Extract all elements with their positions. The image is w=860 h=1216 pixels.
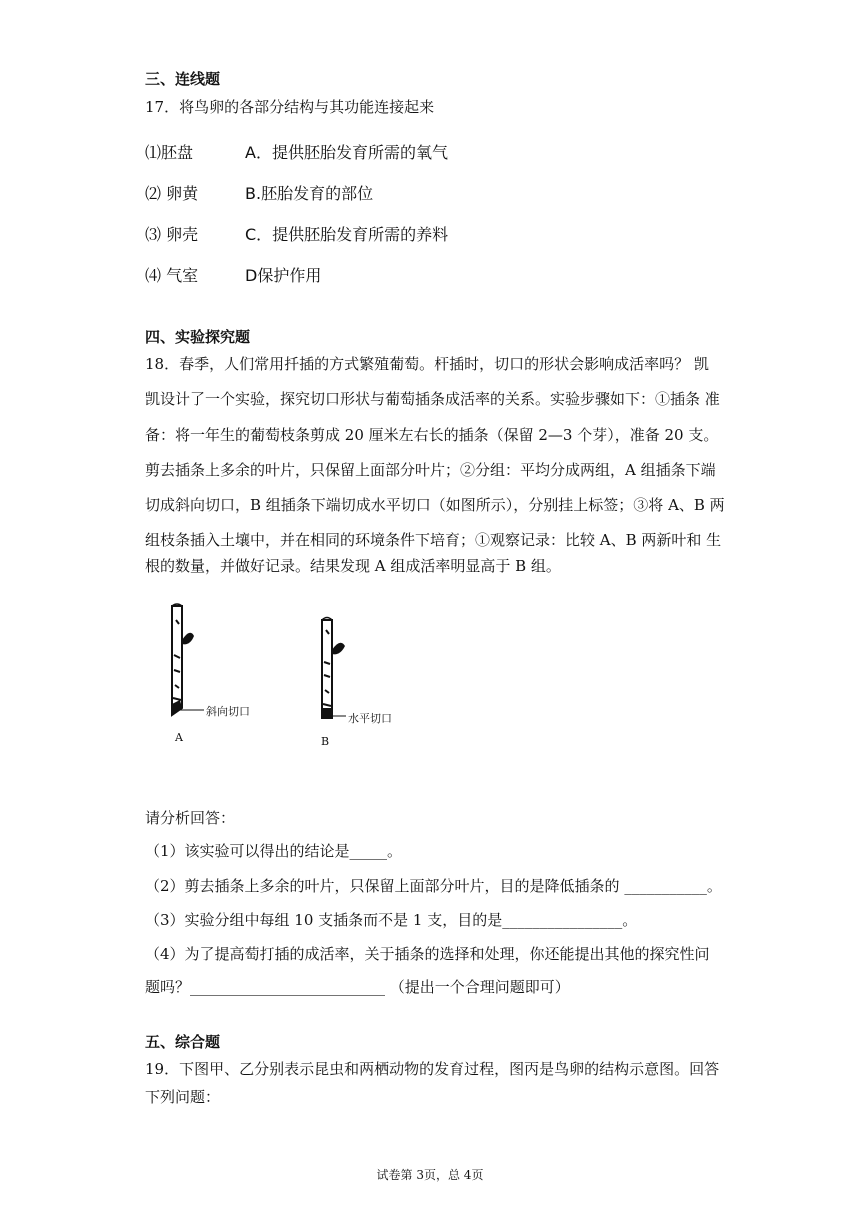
- match-right-c: C．提供胚胎发育所需的养料: [245, 225, 449, 244]
- cutting-b-letter: B: [321, 735, 330, 748]
- cutting-b-label: 水平切口: [348, 712, 392, 725]
- question-18-line-6: 组枝条插入土壤中，并在相同的环境条件下培育；①观察记录：比较 A、B 两新叶和 生: [145, 531, 722, 549]
- question-19-line-1: 19．下图甲、乙分别表示昆虫和两栖动物的发育过程，图丙是鸟卵的结构示意图。回答: [145, 1060, 720, 1078]
- question-18-line-5: 切成斜向切口，B 组插条下端切成水平切口（如图所示），分别挂上标签；③将 A、B 两: [145, 496, 725, 514]
- sub-question-1: （1）该实验可以得出的结论是_____。: [145, 842, 403, 860]
- question-18-line-7: 根的数量，并做好记录。结果发现 A 组成活率明显高于 B 组。: [145, 557, 561, 575]
- section-4-heading: 四、实验探究题: [145, 328, 251, 346]
- question-18-line-2: 凯设计了一个实验，探究切口形状与葡萄插条成活率的关系。实验步骤如下：①插条 准: [145, 390, 720, 408]
- sub-question-4-line-1: （4）为了提高萄打插的成活率，关于插条的选择和处理，你还能提出其他的探究性问: [145, 945, 710, 963]
- section-5-heading: 五、综合题: [145, 1033, 221, 1051]
- analysis-prompt: 请分析回答：: [145, 809, 236, 827]
- question-18-line-1: 18．春季，人们常用扦插的方式繁殖葡萄。杆插时，切口的形状会影响成活率吗？ 凯: [145, 355, 709, 373]
- match-left-2: ⑵ 卵黄: [145, 184, 199, 203]
- match-right-a: A．提供胚胎发育所需的氧气: [245, 143, 448, 162]
- cutting-a-letter: A: [175, 731, 183, 744]
- cutting-b-drawing: [321, 618, 392, 749]
- cutting-figure: [150, 600, 450, 750]
- question-18-line-4: 剪去插条上多余的叶片，只保留上面部分叶片；②分组：平均分成两组，A 组插条下端: [145, 461, 716, 479]
- question-17: 17．将鸟卵的各部分结构与其功能连接起来: [145, 98, 435, 116]
- match-left-1: ⑴胚盘: [145, 143, 194, 162]
- match-left-4: ⑷ 气室: [145, 266, 199, 285]
- question-18-line-3: 备：将一年生的葡萄枝条剪成 20 厘米左右长的插条（保留 2—3 个芽），准备 20 支。: [145, 426, 719, 444]
- sub-question-4-line-2: 题吗？__________________________ （提出一个合理问题即可）: [145, 978, 570, 996]
- cutting-a-drawing: [172, 604, 250, 744]
- section-3-heading: 三、连线题: [145, 70, 221, 88]
- sub-question-3: （3）实验分组中每组 10 支插条而不是 1 支，目的是________________。: [145, 911, 638, 929]
- match-right-b: B.胚胎发育的部位: [245, 184, 374, 203]
- question-19-line-2: 下列问题：: [145, 1088, 221, 1106]
- page-footer: 试卷第 3页，总 4页: [376, 1168, 484, 1182]
- match-right-d: D保护作用: [245, 266, 322, 285]
- cutting-a-label: 斜向切口: [206, 705, 250, 718]
- sub-question-2: （2）剪去插条上多余的叶片，只保留上面部分叶片，目的是降低插条的 ___________。: [145, 877, 722, 895]
- match-left-3: ⑶ 卵壳: [145, 225, 199, 244]
